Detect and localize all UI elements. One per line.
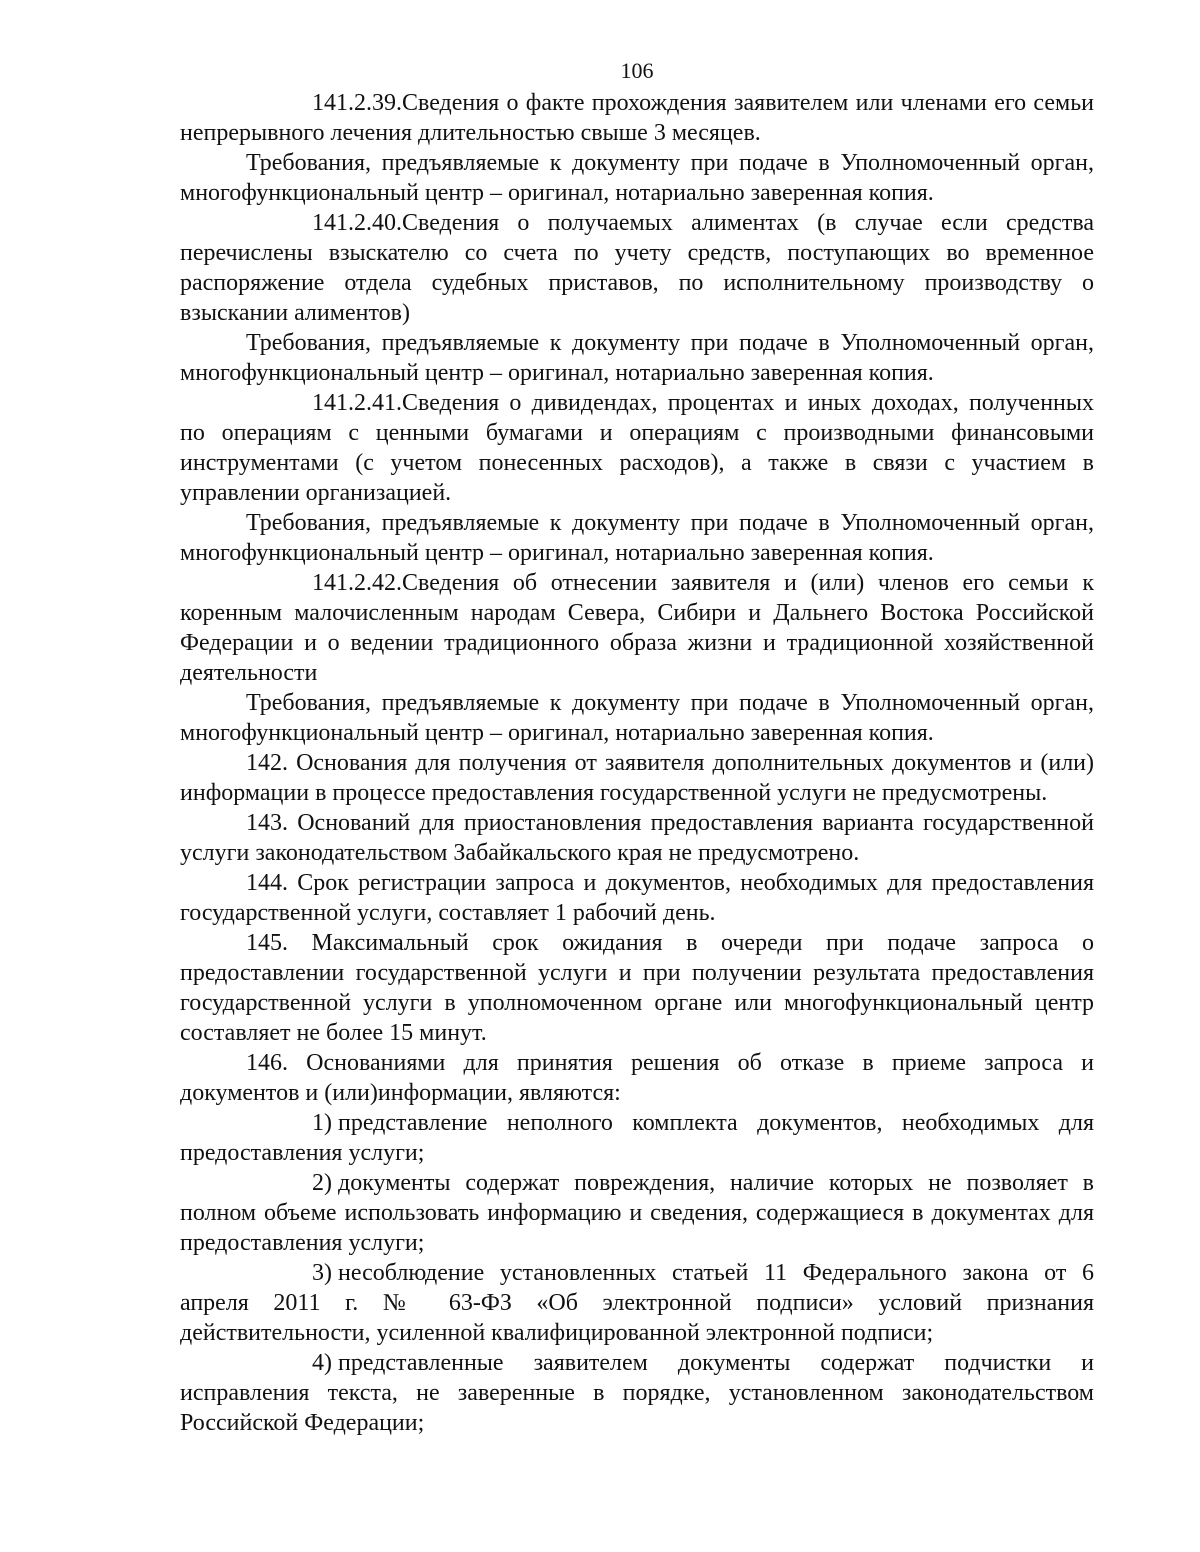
paragraph-141-2-42 xyxy=(180,568,1094,688)
paragraph-text: Требования, предъявляемые к документу при подаче в Уполномоченный орган, многофункциональный центр – оригинал, нотариально заверенная копия. xyxy=(180,690,1094,746)
list-item-text: документы содержат повреждения, наличие которых не позволяет в полном объеме использовать информацию и сведения, содержащиеся в документах для предоставления услуги; xyxy=(180,1170,1094,1256)
paragraph-141-2-40 xyxy=(180,208,1094,328)
paragraph-text: 145. Максимальный срок ожидания в очереди при подаче запроса о предоставлении государственной услуги и при получении результата предоставления государственной услуги в уполномоченном органе или многофункциональный центр составляет не более 15 минут. xyxy=(180,930,1094,1046)
paragraph-requirements xyxy=(180,508,1094,568)
paragraph-text: Сведения о получаемых алиментах (в случае если средства перечислены взыскателю со счета по учету средств, поступающих во временное распоряжение отдела судебных приставов, по исполнительному производству о взыскании алиментов) xyxy=(180,210,1094,326)
paragraph-145 xyxy=(180,928,1094,1048)
paragraph-text: Требования, предъявляемые к документу при подаче в Уполномоченный орган, многофункциональный центр – оригинал, нотариально заверенная копия. xyxy=(180,150,1094,206)
paragraph-text: Сведения об отнесении заявителя и (или) членов его семьи к коренным малочисленным народам Севера, Сибири и Дальнего Востока Российской Федерации и о ведении традиционного образа жизни и традиционной хозяйственной деятельности xyxy=(180,570,1094,686)
paragraph-requirements xyxy=(180,328,1094,388)
paragraph-142 xyxy=(180,748,1094,808)
clause-number: 141.2.42. xyxy=(312,570,402,596)
paragraph-146 xyxy=(180,1048,1094,1108)
list-marker: 3) xyxy=(312,1260,332,1286)
document-page xyxy=(180,56,1094,1438)
paragraph-141-2-41 xyxy=(180,388,1094,508)
list-item-1 xyxy=(180,1108,1094,1168)
paragraph-143 xyxy=(180,808,1094,868)
paragraph-text: 142. Основания для получения от заявителя дополнительных документов и (или) информации в процессе предоставления государственной услуги не предусмотрены. xyxy=(180,750,1094,806)
list-item-4 xyxy=(180,1348,1094,1438)
paragraph-text: Требования, предъявляемые к документу при подаче в Уполномоченный орган, многофункциональный центр – оригинал, нотариально заверенная копия. xyxy=(180,510,1094,566)
paragraph-144 xyxy=(180,868,1094,928)
list-item-3 xyxy=(180,1258,1094,1348)
clause-number: 141.2.40. xyxy=(312,210,402,236)
list-item-text: представленные заявителем документы содержат подчистки и исправления текста, не заверенные в порядке, установленном законодательством Российской Федерации; xyxy=(180,1350,1094,1436)
paragraph-requirements xyxy=(180,688,1094,748)
list-marker: 4) xyxy=(312,1350,332,1376)
list-item-text: представление неполного комплекта документов, необходимых для предоставления услуги; xyxy=(180,1110,1094,1166)
paragraph-text: 143. Оснований для приостановления предоставления варианта государственной услуги законодательством Забайкальского края не предусмотрено. xyxy=(180,810,1094,866)
list-marker: 2) xyxy=(312,1170,332,1196)
page-number: 106 xyxy=(620,58,654,83)
paragraph-text: Сведения о дивидендах, процентах и иных доходах, полученных по операциям с ценными бумагами и операциям с производными финансовыми инструментами (с учетом понесенных расходов), а также в связи с участием в управлении организацией. xyxy=(180,390,1094,506)
paragraph-141-2-39 xyxy=(180,88,1094,148)
clause-number: 141.2.41. xyxy=(312,390,402,416)
paragraph-text: Сведения о факте прохождения заявителем или членами его семьи непрерывного лечения длительностью свыше 3 месяцев. xyxy=(180,90,1094,146)
list-item-2 xyxy=(180,1168,1094,1258)
clause-number: 141.2.39. xyxy=(312,90,402,116)
paragraph-text: 144. Срок регистрации запроса и документов, необходимых для предоставления государственной услуги, составляет 1 рабочий день. xyxy=(180,870,1094,926)
list-item-text: несоблюдение установленных статьей 11 Федерального закона от 6 апреля 2011 г. № 63-ФЗ «Об электронной подписи» условий признания действительности, усиленной квалифицированной электронной подписи; xyxy=(180,1260,1094,1346)
paragraph-text: Требования, предъявляемые к документу при подаче в Уполномоченный орган, многофункциональный центр – оригинал, нотариально заверенная копия. xyxy=(180,330,1094,386)
paragraph-text: 146. Основаниями для принятия решения об отказе в приеме запроса и документов и (или)информации, являются: xyxy=(180,1050,1094,1106)
list-marker: 1) xyxy=(312,1110,332,1136)
paragraph-requirements xyxy=(180,148,1094,208)
